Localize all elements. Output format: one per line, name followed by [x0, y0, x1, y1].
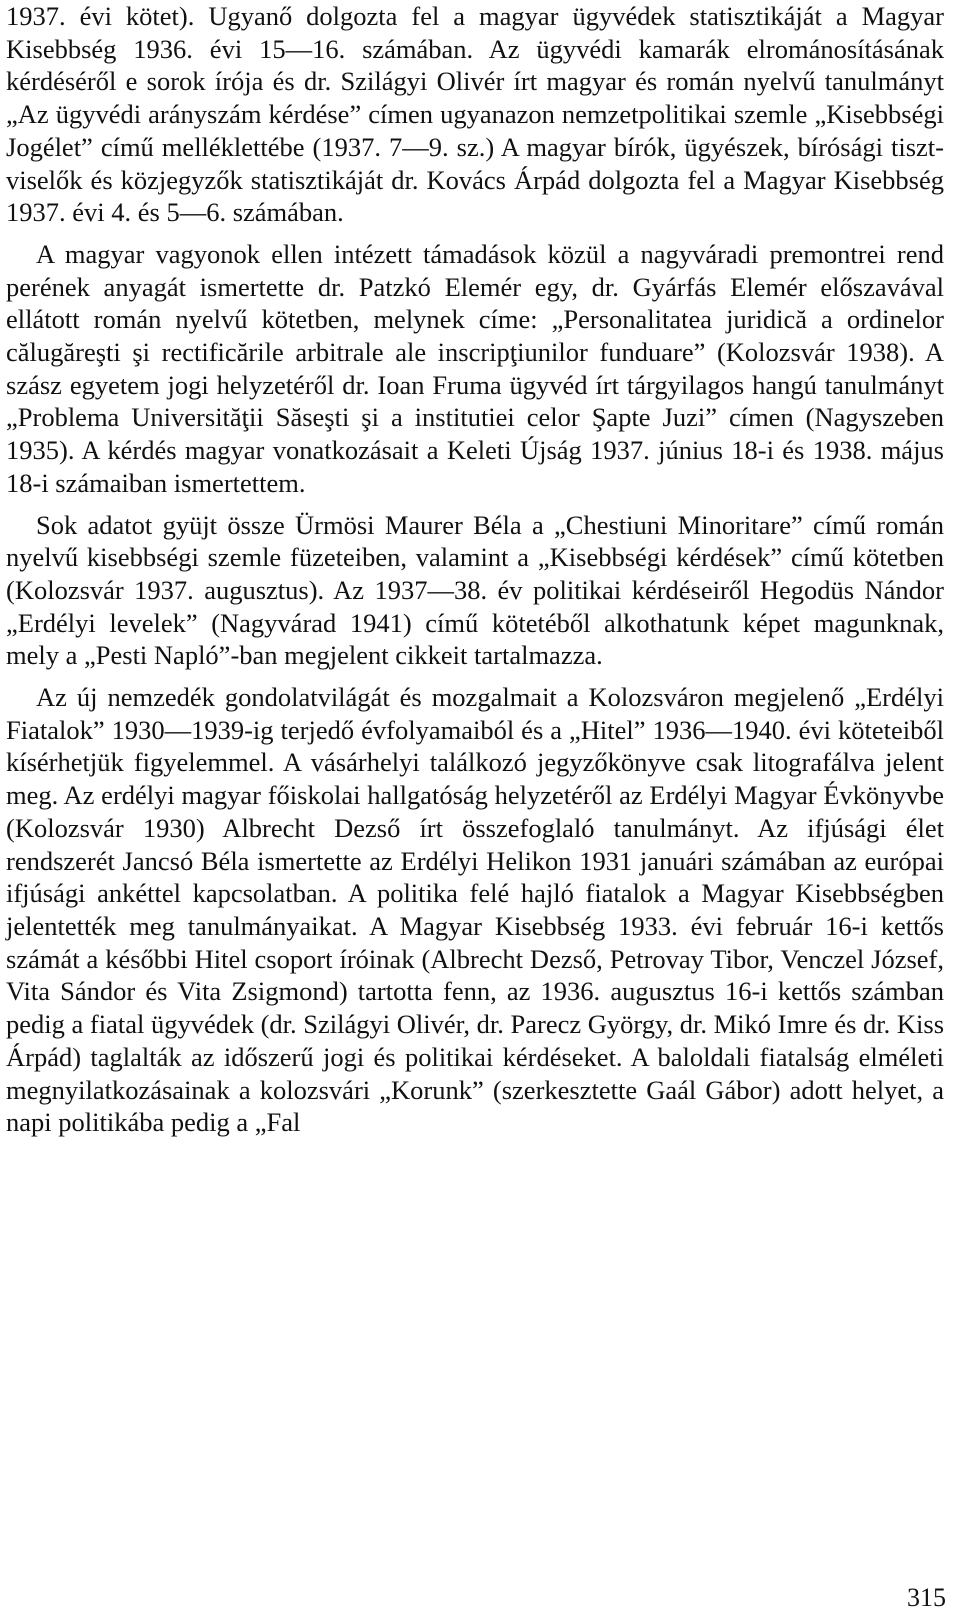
paragraph-minority-data: Sok adatot gyüjt össze Ürmösi Maurer Béla a „Chestiuni Minoritare” című román nyelvű kisebbségi szemle füzeteiben, valamint a „Kisebbségi kérdések” című kötetben (Kolozsvár 1937. augusztus). Az 1937—38. év politikai kérdéseiről Hegodüs Nándor „Erdélyi levelek” (Nagyvárad 1941) című kötetéből alkothatunk képet magunknak, mely a „Pesti Napló”-ban megjelent cikkeit tartalmazza. — [6, 509, 944, 671]
page-body — [6, 0, 944, 1148]
page-number: 315 — [907, 1583, 946, 1612]
paragraph-property-attacks: A magyar vagyonok ellen intézett támadások közül a nagyváradi premontrei rend perének anyagát ismertette dr. Patzkó Elemér egy, dr. Gyárfás Elemér előszavával ellátott román nyelvű kötetben, melynek címe: „Personalitatea juridică a ordinelor călugăreşti şi rectificările arbitrale ale inscripţiunilor funduare” (Kolozsvár 1938). A szász egyetem jogi helyzetéről dr. Ioan Fruma ügyvéd írt tárgyilagos hangú tanulmányt „Problema Universităţii Săseşti şi a institutiei celor Şapte Juzi” címen (Nagyszeben 1935). A kérdés magyar vonatkozásait a Keleti Újság 1937. június 18-i és 1938. május 18-i számaiban ismertettem. — [6, 238, 944, 498]
paragraph-lawyers-statistics: 1937. évi kötet). Ugyanő dolgozta fel a magyar ügyvédek statisztikáját a Magyar Kisebbség 1936. évi 15—16. számában. Az ügyvédi kamarák elrománosításának kérdéséről e sorok írója és dr. Szilágyi Olivér írt magyar és román nyelvű tanulmányt „Az ügyvédi arányszám kérdése” címen ugyanazon nemzetpolitikai szemle „Kisebbségi Jogélet” című melléklettébe (1937. 7—9. sz.) A magyar bírók, ügyészek, bírósági tisztviselők és közjegyzők statisztikáját dr. Kovács Árpád dolgozta fel a Magyar Kisebbség 1937. évi 4. és 5—6. számában. — [6, 1, 944, 228]
paragraph-new-generation: Az új nemzedék gondolatvilágát és mozgalmait a Kolozsváron megjelenő „Erdélyi Fiatalok” 1930—1939-ig terjedő évfolyamaiból és a „Hitel” 1936—1940. évi köteteiből kísérhetjük figyelemmel. A vásárhelyi találkozó jegyzőkönyve csak litografálva jelent meg. Az erdélyi magyar főiskolai hallgatóság helyzetéről az Erdélyi Magyar Évkönyvbe (Kolozsvár 1930) Albrecht Dezső írt összefoglaló tanulmányt. Az ifjúsági élet rendszerét Jancsó Béla ismertette az Erdélyi Helikon 1931 januári számában az európai ifjúsági ankéttel kapcsolatban. A politika felé hajló fiatalok a Magyar Kisebbségben jelentették meg tanulmányaikat. A Magyar Kisebbség 1933. évi február 16-i kettős számát a későbbi Hitel csoport íróinak (Albrecht Dezső, Petrovay Tibor, Venczel József, Vita Sándor és Vita Zsigmond) tartotta fenn, az 1936. augusztus 16-i kettős számban pedig a fiatal ügyvédek (dr. Szilágyi Olivér, dr. Parecz György, dr. Mikó Imre és dr. Kiss Árpád) taglalták az időszerű jogi és politikai kérdéseket. A baloldali fiatalság elméleti megnyilatkozásainak a kolozsvári „Korunk” (szerkesztette Gaál Gábor) adott helyet, a napi politikába pedig a „Fal — [6, 682, 945, 1138]
